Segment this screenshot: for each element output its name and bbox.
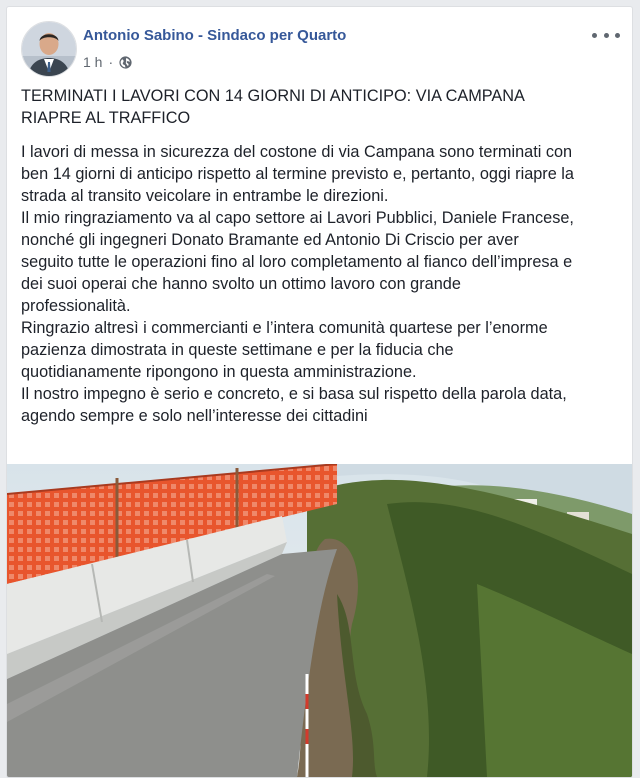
- post-header: [21, 21, 620, 77]
- post-line: Il mio ringraziamento va al capo settore ai Lavori Pubblici, Daniele Francese,: [21, 209, 574, 227]
- meta-separator: ·: [108, 54, 114, 70]
- post-line: strada al transito veicolare in entrambe le direzioni.: [21, 187, 389, 205]
- author-name[interactable]: Antonio Sabino - Sindaco per Quarto: [83, 27, 347, 44]
- profile-photo: [22, 22, 76, 76]
- post-line: I lavori di messa in sicurezza del costone di via Campana sono terminati con: [21, 143, 573, 161]
- post-line: quotidianamente ripongono in questa amministrazione.: [21, 363, 417, 381]
- post-meta: [83, 53, 132, 71]
- post-title: TERMINATI I LAVORI CON 14 GIORNI DI ANTICIPO: VIA CAMPANA RIAPRE AL TRAFFICO: [21, 87, 525, 127]
- post-line: nonché gli ingegneri Donato Bramante ed Antonio Di Criscio per aver: [21, 231, 519, 249]
- post-line: professionalità.: [21, 297, 131, 315]
- post-timestamp[interactable]: 1 h: [83, 54, 103, 70]
- more-dot: [604, 33, 609, 38]
- more-dot: [592, 33, 597, 38]
- post-line: Ringrazio altresì i commercianti e l’intera comunità quartese per l’enorme: [21, 319, 548, 337]
- post-line: agendo sempre e solo nell’interesse dei cittadini: [21, 407, 368, 425]
- post-photo[interactable]: [7, 464, 632, 777]
- post-line: dei suoi operai che hanno svolto un ottimo lavoro con grande: [21, 275, 461, 293]
- post-line: pazienza dimostrata in queste settimane e per la fiducia che: [21, 341, 454, 359]
- post-line: ben 14 giorni di anticipo rispetto al termine previsto e, pertanto, oggi riapre la: [21, 165, 574, 183]
- post-line: seguito tutte le operazioni fino al loro completamento al fianco dell’impresa e: [21, 253, 573, 271]
- post-card: [6, 6, 633, 778]
- post-body: [21, 141, 631, 427]
- more-dot: [615, 33, 620, 38]
- avatar[interactable]: [21, 21, 77, 77]
- more-options-icon[interactable]: [592, 27, 620, 43]
- globe-icon[interactable]: [119, 56, 132, 69]
- post-line: Il nostro impegno è serio e concreto, e si basa sul rispetto della parola data,: [21, 385, 567, 403]
